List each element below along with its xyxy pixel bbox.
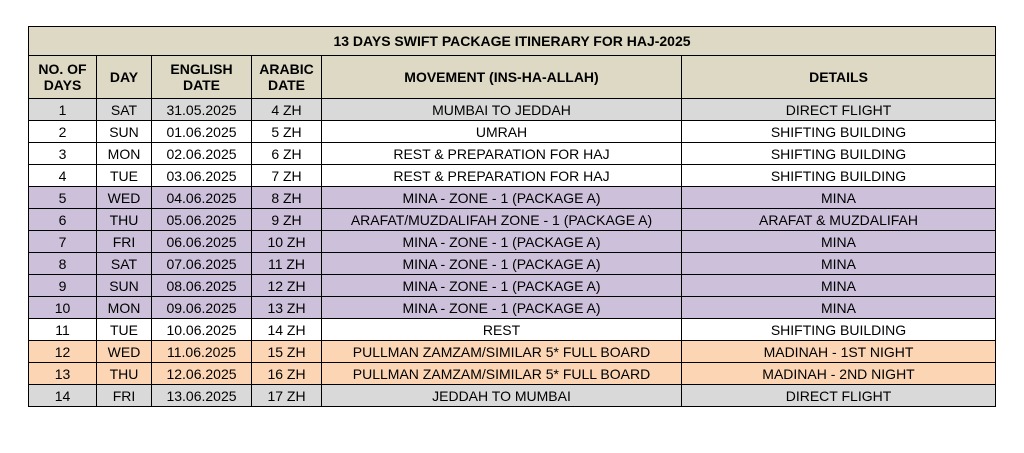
header-details: DETAILS (682, 56, 996, 99)
header-arabic-date-line2: DATE (267, 77, 306, 93)
cell-movement: MINA - ZONE - 1 (PACKAGE A) (322, 297, 682, 319)
cell-movement: PULLMAN ZAMZAM/SIMILAR 5* FULL BOARD (322, 363, 682, 385)
cell-movement: MINA - ZONE - 1 (PACKAGE A) (322, 231, 682, 253)
cell-day: THU (97, 363, 152, 385)
cell-english-date: 13.06.2025 (152, 385, 252, 407)
cell-no-of-days: 10 (29, 297, 97, 319)
cell-day: THU (97, 209, 152, 231)
cell-no-of-days: 6 (29, 209, 97, 231)
cell-no-of-days: 8 (29, 253, 97, 275)
cell-arabic-date: 4 ZH (252, 99, 322, 121)
cell-details: SHIFTING BUILDING (682, 143, 996, 165)
cell-day: TUE (97, 319, 152, 341)
cell-no-of-days: 3 (29, 143, 97, 165)
cell-movement: PULLMAN ZAMZAM/SIMILAR 5* FULL BOARD (322, 341, 682, 363)
cell-english-date: 06.06.2025 (152, 231, 252, 253)
cell-no-of-days: 7 (29, 231, 97, 253)
table-row (29, 121, 996, 143)
table-row (29, 385, 996, 407)
cell-english-date: 09.06.2025 (152, 297, 252, 319)
cell-movement: UMRAH (322, 121, 682, 143)
cell-no-of-days: 11 (29, 319, 97, 341)
cell-no-of-days: 13 (29, 363, 97, 385)
cell-arabic-date: 15 ZH (252, 341, 322, 363)
header-day: DAY (97, 56, 152, 99)
cell-day: SUN (97, 121, 152, 143)
table-row (29, 165, 996, 187)
table-row (29, 231, 996, 253)
cell-movement: MUMBAI TO JEDDAH (322, 99, 682, 121)
cell-english-date: 11.06.2025 (152, 341, 252, 363)
cell-day: WED (97, 187, 152, 209)
cell-no-of-days: 5 (29, 187, 97, 209)
cell-arabic-date: 7 ZH (252, 165, 322, 187)
cell-details: MINA (682, 187, 996, 209)
header-movement: MOVEMENT (INS-HA-ALLAH) (322, 56, 682, 99)
cell-no-of-days: 12 (29, 341, 97, 363)
cell-english-date: 05.06.2025 (152, 209, 252, 231)
cell-english-date: 04.06.2025 (152, 187, 252, 209)
cell-movement: MINA - ZONE - 1 (PACKAGE A) (322, 253, 682, 275)
cell-no-of-days: 4 (29, 165, 97, 187)
cell-day: WED (97, 341, 152, 363)
cell-english-date: 08.06.2025 (152, 275, 252, 297)
table-row (29, 209, 996, 231)
header-english-date-line2: DATE (182, 77, 221, 93)
cell-details: MINA (682, 231, 996, 253)
header-arabic-date (252, 56, 322, 99)
cell-no-of-days: 14 (29, 385, 97, 407)
table-row (29, 363, 996, 385)
cell-details: SHIFTING BUILDING (682, 319, 996, 341)
header-english-date (152, 56, 252, 99)
cell-movement: MINA - ZONE - 1 (PACKAGE A) (322, 275, 682, 297)
table-row (29, 187, 996, 209)
cell-english-date: 10.06.2025 (152, 319, 252, 341)
cell-details: MINA (682, 297, 996, 319)
cell-day: FRI (97, 231, 152, 253)
header-arabic-date-line1: ARABIC (259, 61, 314, 77)
cell-details: MADINAH - 2ND NIGHT (682, 363, 996, 385)
cell-movement: REST (322, 319, 682, 341)
cell-arabic-date: 12 ZH (252, 275, 322, 297)
cell-day: SUN (97, 275, 152, 297)
cell-english-date: 01.06.2025 (152, 121, 252, 143)
cell-arabic-date: 10 ZH (252, 231, 322, 253)
cell-arabic-date: 9 ZH (252, 209, 322, 231)
cell-movement: ARAFAT/MUZDALIFAH ZONE - 1 (PACKAGE A) (322, 209, 682, 231)
header-english-date-line1: ENGLISH (170, 61, 233, 77)
table-row (29, 319, 996, 341)
cell-arabic-date: 6 ZH (252, 143, 322, 165)
cell-details: ARAFAT & MUZDALIFAH (682, 209, 996, 231)
table-row (29, 99, 996, 121)
cell-day: MON (97, 297, 152, 319)
cell-english-date: 31.05.2025 (152, 99, 252, 121)
table-body (29, 99, 996, 407)
cell-day: SAT (97, 99, 152, 121)
cell-day: TUE (97, 165, 152, 187)
title-row (29, 27, 996, 56)
header-no-of-days-line2: DAYS (43, 77, 82, 93)
cell-details: MADINAH - 1ST NIGHT (682, 341, 996, 363)
cell-no-of-days: 2 (29, 121, 97, 143)
header-no-of-days-line1: NO. OF (38, 61, 87, 77)
cell-arabic-date: 5 ZH (252, 121, 322, 143)
cell-day: SAT (97, 253, 152, 275)
cell-movement: REST & PREPARATION FOR HAJ (322, 165, 682, 187)
cell-arabic-date: 16 ZH (252, 363, 322, 385)
cell-arabic-date: 17 ZH (252, 385, 322, 407)
header-no-of-days (29, 56, 97, 99)
itinerary-table (28, 26, 996, 407)
cell-details: SHIFTING BUILDING (682, 121, 996, 143)
cell-arabic-date: 8 ZH (252, 187, 322, 209)
table-row (29, 275, 996, 297)
cell-english-date: 12.06.2025 (152, 363, 252, 385)
cell-english-date: 03.06.2025 (152, 165, 252, 187)
table-row (29, 297, 996, 319)
cell-arabic-date: 13 ZH (252, 297, 322, 319)
cell-movement: JEDDAH TO MUMBAI (322, 385, 682, 407)
cell-no-of-days: 1 (29, 99, 97, 121)
cell-movement: REST & PREPARATION FOR HAJ (322, 143, 682, 165)
table-row (29, 143, 996, 165)
cell-day: MON (97, 143, 152, 165)
table-row (29, 341, 996, 363)
cell-no-of-days: 9 (29, 275, 97, 297)
cell-arabic-date: 14 ZH (252, 319, 322, 341)
cell-english-date: 02.06.2025 (152, 143, 252, 165)
header-row (29, 56, 996, 99)
cell-english-date: 07.06.2025 (152, 253, 252, 275)
cell-arabic-date: 11 ZH (252, 253, 322, 275)
cell-movement: MINA - ZONE - 1 (PACKAGE A) (322, 187, 682, 209)
table-title: 13 DAYS SWIFT PACKAGE ITINERARY FOR HAJ-2025 (29, 27, 996, 56)
cell-details: DIRECT FLIGHT (682, 385, 996, 407)
cell-details: MINA (682, 253, 996, 275)
cell-details: MINA (682, 275, 996, 297)
table-row (29, 253, 996, 275)
cell-day: FRI (97, 385, 152, 407)
cell-details: DIRECT FLIGHT (682, 99, 996, 121)
cell-details: SHIFTING BUILDING (682, 165, 996, 187)
